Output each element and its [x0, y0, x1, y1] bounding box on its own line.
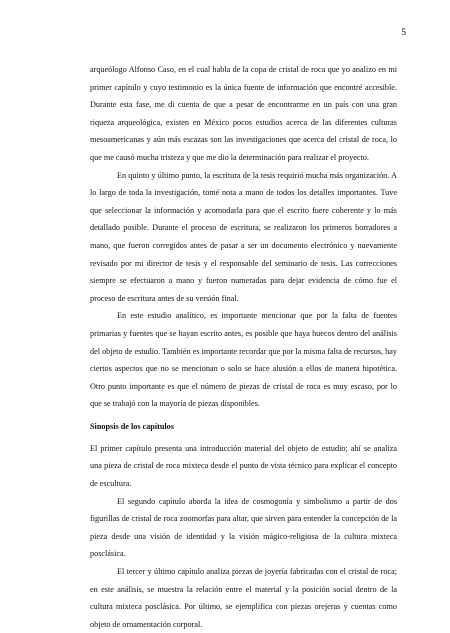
body-paragraph: arqueólogo Alfonso Caso, en el cual habla de la copa de cristal de roca que yo analizo en mi primer capítulo y cuyo testimonio es la única fuente de información que encontré accesible. Durante esta fase, me di cuenta de que a pesar de encontrarme en un país con una gran riqueza arqueológica, existen en México pocos estudios acerca de las diferentes culturas mesoamericanas y aún más escazas son las investigaciones que acerca del cristal de roca, lo que me causó mucha tristeza y que me dio la determinación para realizar el proyecto. — [90, 65, 397, 162]
section-heading: Sinopsis de los capítulos — [90, 421, 174, 431]
body-paragraph: En quinto y último punto, la escritura de la tesis requirió mucha más organización. A lo largo de toda la investigación, tomé nota a mano de todos los detalles importantes. Tuve que seleccionar la información y acomodarla para que el escrito fuere coherente y lo más detallado posible. Durante el proceso de escritura, se realizaron los primeros borradores a mano, que fueron corregidos antes de pasar a ser un documento electrónico y nuevamente revisado por mi director de tesis y el responsable del seminario de tesis. Las correcciones siempre se efectuaron a mano y fueron numeradas para dejar evidencia de cómo fue el proceso de escritura antes de su versión final. — [90, 170, 397, 303]
page-body — [90, 61, 397, 633]
body-paragraph: El primer capítulo presenta una introducción material del objeto de estudio; ahí se analiza una pieza de cristal de roca mixteca desde el punto de vista técnico para explicar el concepto de escultura. — [90, 443, 397, 489]
page-number: 5 — [401, 28, 406, 38]
body-paragraph: En este estudio analítico, es importante mencionar que por la falta de fuentes primarias y fuentes que se hayan escrito antes, es posible que haya huecos dentro del análisis del objeto de estudio. También es importante recordar que por la misma falta de recursos, hay ciertos aspectos que no se mencionan o solo se hace alusión a ellos de manera hipotética. Otro punto importante es que el número de piezas de cristal de roca es muy escaso, por lo que se trabajó con la mayoría de piezas disponibles. — [90, 311, 397, 409]
body-paragraph: El segundo capítulo aborda la idea de cosmogonía y simbolismo a partir de dos figurillas de cristal de roca zoomorfas para altar, que sirven para entender la concepción de la pieza desde una visión de identidad y la visión mágico-religiosa de la cultura mixteca posclásica. — [90, 496, 397, 559]
body-paragraph: El tercer y último capítulo analiza piezas de joyería fabricadas con el cristal de roca; en este análisis, se muestra la relación entre el material y la posición social dentro de la cultura mixteca posclásica. Por último, se ejemplifica con piezas orejeras y cuentas como objeto de ornamentación corporal. — [90, 567, 397, 629]
